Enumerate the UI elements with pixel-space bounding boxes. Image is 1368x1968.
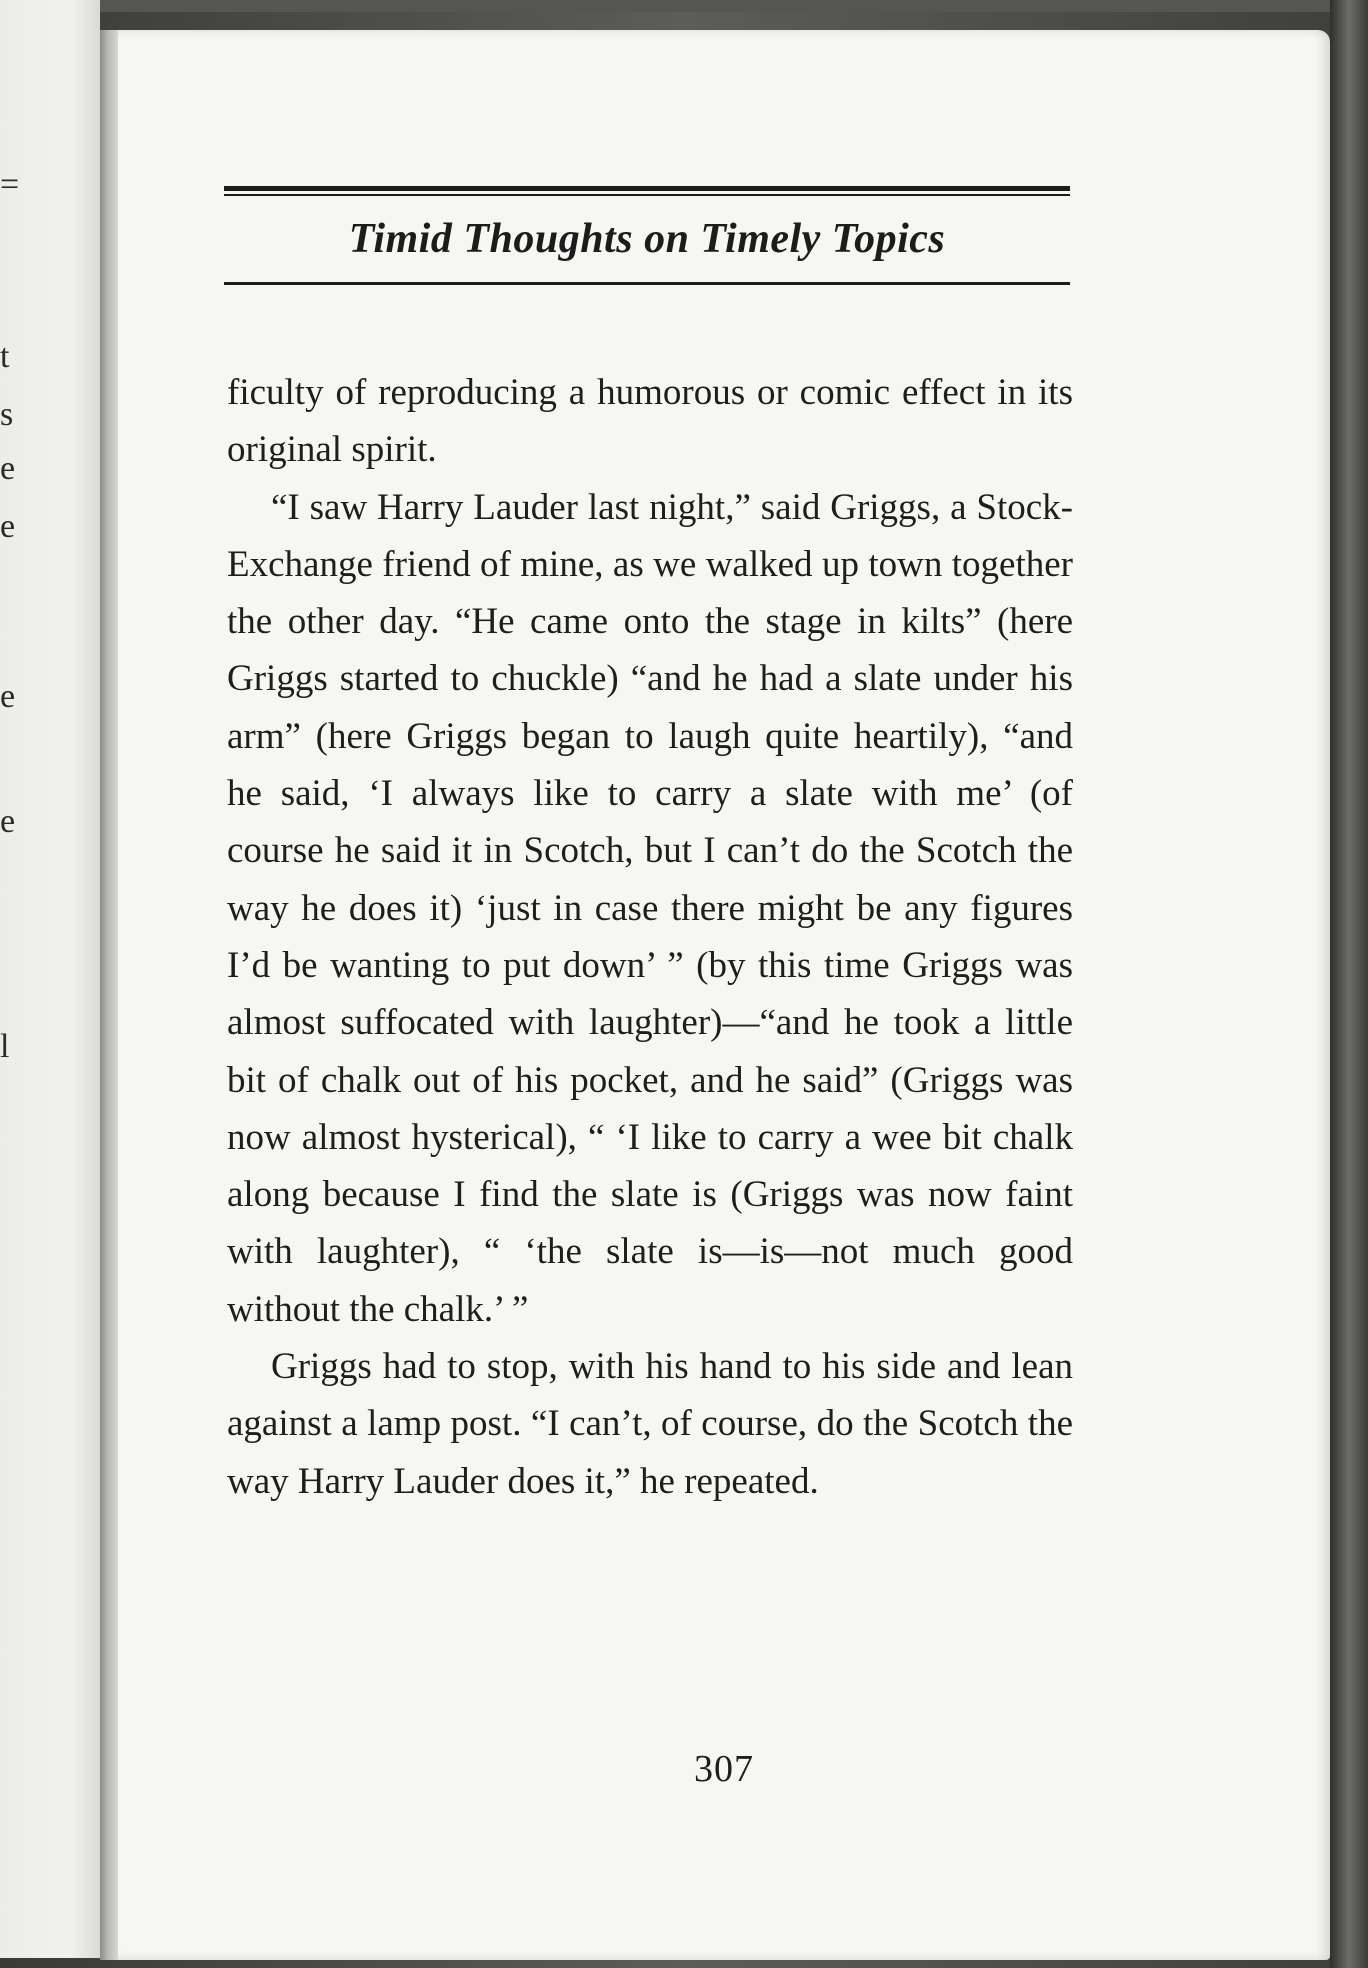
edge-fragment: = (0, 166, 20, 203)
paragraph: ficulty of reproducing a humorous or comic effect in its original spirit. (227, 372, 1073, 471)
binding-edge (0, 0, 1368, 12)
paragraph: Griggs had to stop, with his hand to his side and lean against a lamp post. “I can’t, of course, do the Scotch the way Harry Lauder does it,” he repeated. (227, 1346, 1073, 1502)
left-page-edge (0, 0, 100, 1958)
edge-fragment: l (0, 1028, 10, 1065)
header-rule-bottom (224, 282, 1070, 285)
running-head-title: Timid Thoughts on Timely Topics (348, 216, 946, 262)
edge-fragment: e (0, 678, 16, 715)
paragraph: “I saw Harry Lauder last night,” said Griggs, a Stock-Exchange friend of mine, as we walked up town together the other day. “He came onto the stage in kilts” (here Griggs started to chuckle) “and he had a slate under his arm” (here Griggs began to laugh quite heartily), “and he said, ‘I always like to carry a slate with me’ (of course he said it in Scotch, but I can’t do the Scotch the way he does it) ‘just in case there might be any figures I’d be wanting to put down’ ” (by this time Griggs was almost suffocated with laughter)—“and he took a little bit of chalk out of his pocket, and he said” (Griggs was now almost hysterical), “ ‘I like to carry a wee bit chalk along because I find the slate is (Griggs was now faint with laughter), “ ‘the slate is—is—not much good without the chalk.’ ” (227, 486, 1073, 1330)
edge-fragment: t (0, 338, 10, 375)
cover-board-edge (1330, 0, 1368, 1968)
body-text (227, 364, 1073, 1510)
header-rule-thin (224, 194, 1070, 196)
edge-fragment: s (0, 396, 14, 433)
edge-fragment: e (0, 508, 16, 545)
gutter-shadow (100, 30, 120, 1960)
header-rule-thick (224, 186, 1070, 191)
edge-fragment: e (0, 803, 16, 840)
edge-fragment: e (0, 450, 16, 487)
running-header (224, 186, 1070, 285)
book-page (118, 30, 1330, 1960)
page-number: 307 (694, 1748, 754, 1790)
